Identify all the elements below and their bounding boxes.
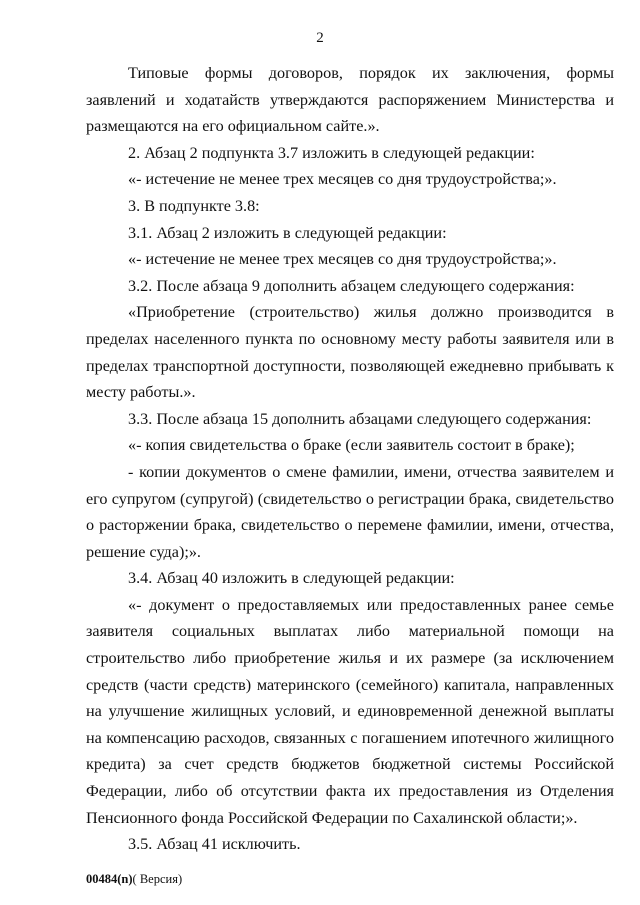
paragraph: - копии документов о смене фамилии, имени, отчества заявителем и его супругом (супругой) (свидетельство о регистрации брака, свидетельство о расторжении брака, свидетельство о перемене фамилии, имени, отчества, решение суда);». — [86, 462, 614, 561]
paragraph: «Приобретение (строительство) жилья должно производится в пределах населенного пункта по основному месту работы заявителя или в пределах транспортной доступности, позволяющей ежедневно прибывать к месту работы.». — [86, 303, 614, 402]
paragraph: 3. В подпункте 3.8: — [128, 196, 260, 215]
footer-document-code — [86, 872, 182, 887]
paragraph: «- истечение не менее трех месяцев со дня трудоустройства;». — [128, 170, 557, 189]
document-body — [86, 60, 614, 858]
document-version: ( Версия) — [132, 872, 183, 886]
paragraph: «- истечение не менее трех месяцев со дня трудоустройства;». — [128, 250, 557, 269]
paragraph: 3.4. Абзац 40 изложить в следующей редакции: — [128, 569, 455, 588]
paragraph: 3.3. После абзаца 15 дополнить абзацами следующего содержания: — [128, 409, 592, 428]
paragraph: Типовые формы договоров, порядок их заключения, формы заявлений и ходатайств утверждаются распоряжением Министерства и размещаются на его официальном сайте.». — [86, 64, 614, 136]
paragraph: 2. Абзац 2 подпункта 3.7 изложить в следующей редакции: — [128, 143, 535, 162]
paragraph: 3.5. Абзац 41 исключить. — [128, 835, 301, 854]
paragraph: 3.1. Абзац 2 изложить в следующей редакции: — [128, 223, 447, 242]
paragraph: «- документ о предоставляемых или предоставленных ранее семье заявителя социальных выплатах либо материальной помощи на строительство либо приобретение жилья и их размере (за исключением средств (части средств) материнского (семейного) капитала, направленных на улучшение жилищных условий, и единовременной денежной выплаты на компенсацию расходов, связанных с погашением ипотечного жилищного кредита) за счет средств бюджетов бюджетной системы Российской Федерации, либо об отсутствии факта их предоставления из Отделения Пенсионного фонда Российской Федерации по Сахалинской области;». — [86, 595, 614, 827]
paragraph: «- копия свидетельства о браке (если заявитель состоит в браке); — [128, 436, 575, 455]
page-number: 2 — [316, 30, 324, 46]
document-code: 00484(n) — [86, 872, 133, 886]
paragraph: 3.2. После абзаца 9 дополнить абзацем следующего содержания: — [128, 276, 575, 295]
